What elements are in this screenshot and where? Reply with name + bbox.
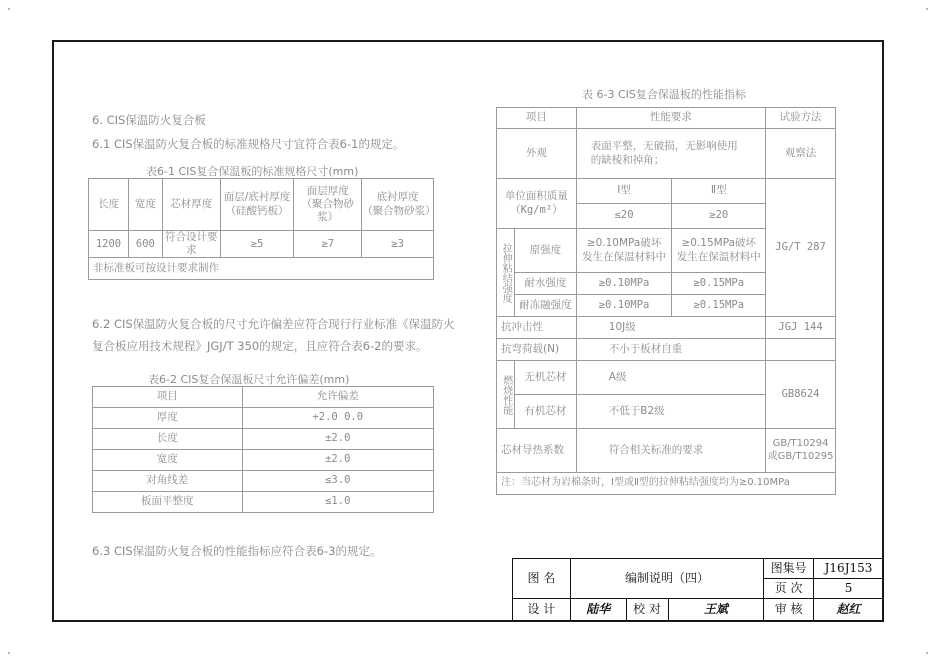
tensile-strength-label: 拉伸粘结强度: [497, 229, 515, 317]
inorganic-label: 无机芯材: [514, 361, 576, 395]
row-label: 宽度: [93, 450, 243, 471]
row-value: ±2.0: [242, 450, 433, 471]
orig-strength-type2: ≥0.15MPa破坏 发生在保温材料中: [672, 229, 766, 273]
drawing-name: 编制说明（四）: [570, 559, 763, 599]
row-value: +2.0 0.0: [242, 408, 433, 429]
table-6-3-caption: 表 6-3 CIS复合保温板的性能指标: [582, 88, 746, 101]
impact-label: 抗冲击性: [497, 317, 577, 339]
freeze-strength-type2: ≥0.15MPa: [672, 295, 766, 317]
header-face-thickness: 面层/底衬厚度 （硅酸钙板）: [220, 179, 294, 231]
header-test-method: 试验方法: [766, 108, 836, 129]
type-1-label: Ⅰ型: [576, 179, 672, 204]
table-6-1: [88, 178, 434, 280]
cell-base: ≥3: [362, 231, 434, 258]
table-6-3-note: 注：当芯材为岩棉条时，Ⅰ型或Ⅱ型的拉伸粘结强度均为≥0.10MPa: [497, 473, 836, 495]
water-strength-label: 耐水强度: [514, 273, 576, 295]
cell-length: 1200: [89, 231, 129, 258]
organic-label: 有机芯材: [514, 395, 576, 429]
type-2-mass: ≥20: [672, 204, 766, 229]
cell-face: ≥5: [220, 231, 294, 258]
page-label: 页 次: [764, 579, 814, 599]
header-item: 项目: [93, 387, 243, 408]
paragraph-6-1: 6.1 CIS保温防火复合板的标准规格尺寸宜符合表6-1的规定。: [92, 137, 405, 151]
row-label: 厚度: [93, 408, 243, 429]
header-length: 长度: [89, 179, 129, 231]
reviewer-signature: 赵红: [814, 599, 884, 621]
jg-standard: JG/T 287: [766, 179, 836, 317]
impact-method: JGJ 144: [766, 317, 836, 339]
thermal-label: 芯材导热系数: [497, 429, 577, 473]
appearance-label: 外观: [497, 129, 577, 179]
gb-standard: GB8624: [766, 361, 836, 429]
checker-label: 校 对: [626, 599, 668, 621]
header-core-thickness: 芯材厚度: [162, 179, 220, 231]
water-strength-type2: ≥0.15MPa: [672, 273, 766, 295]
thermal-requirement: 符合相关标准的要求: [576, 429, 765, 473]
header-item: 项目: [497, 108, 577, 129]
designer-signature: 陆华: [570, 599, 626, 621]
row-label: 对角线差: [93, 471, 243, 492]
header-tolerance: 允许偏差: [242, 387, 433, 408]
header-base-thickness: 底衬厚度 （聚合物砂浆）: [362, 179, 434, 231]
table-6-2-caption: 表6-2 CIS复合保温板尺寸允许偏差(mm): [148, 373, 350, 386]
row-label: 长度: [93, 429, 243, 450]
section-heading: 6. CIS保温防火复合板: [92, 113, 206, 127]
paragraph-6-2-line2: 复合板应用技术规程》JGJ/T 350的规定，且应符合表6-2的要求。: [92, 339, 428, 353]
row-value: ±2.0: [242, 429, 433, 450]
table-6-2: [92, 386, 434, 513]
organic-requirement: 不低于B2级: [576, 395, 765, 429]
orig-strength-type1: ≥0.10MPa破坏 发生在保温材料中: [576, 229, 672, 273]
header-surface-thickness: 面层厚度 （聚合物砂浆）: [294, 179, 362, 231]
load-requirement: 不小于板材自重: [576, 339, 765, 361]
drawing-name-label: 图 名: [513, 559, 571, 599]
inorganic-requirement: A级: [576, 361, 765, 395]
appearance-method: 观察法: [766, 129, 836, 179]
table-6-1-caption: 表6-1 CIS复合保温板的标准规格尺寸(mm): [146, 165, 359, 178]
orig-strength-label: 原强度: [514, 229, 576, 273]
burning-label: 燃烧性能: [497, 361, 515, 429]
cell-surface: ≥7: [294, 231, 362, 258]
designer-label: 设 计: [513, 599, 571, 621]
page-number: 5: [814, 579, 884, 599]
thermal-method: GB/T10294 或GB/T10295: [766, 429, 836, 473]
atlas-number: J16J153: [814, 559, 884, 579]
paragraph-6-3: 6.3 CIS保温防火复合板的性能指标应符合表6-3的规定。: [92, 544, 382, 558]
impact-requirement: 10J级: [576, 317, 765, 339]
freeze-strength-type1: ≥0.10MPa: [576, 295, 672, 317]
type-1-mass: ≤20: [576, 204, 672, 229]
appearance-requirement: 表面平整，无破损，无影响使用 的缺棱和掉角；: [576, 129, 765, 179]
load-label: 抗弯荷载(N): [497, 339, 577, 361]
table-6-3: [496, 107, 836, 495]
water-strength-type1: ≥0.10MPa: [576, 273, 672, 295]
row-value: ≤3.0: [242, 471, 433, 492]
type-2-label: Ⅱ型: [672, 179, 766, 204]
checker-signature: 王斌: [668, 599, 764, 621]
title-block: [512, 558, 884, 621]
header-requirement: 性能要求: [576, 108, 765, 129]
row-label: 板面平整度: [93, 492, 243, 513]
atlas-number-label: 图集号: [764, 559, 814, 579]
table-note: 非标准板可按设计要求制作: [89, 258, 434, 280]
freeze-strength-label: 耐冻融强度: [514, 295, 576, 317]
load-method: [766, 339, 836, 361]
unit-mass-label: 单位面积质量 （Kg/m²）: [497, 179, 577, 229]
header-width: 宽度: [128, 179, 162, 231]
reviewer-label: 审 核: [764, 599, 814, 621]
cell-core: 符合设计要求: [162, 231, 220, 258]
paragraph-6-2-line1: 6.2 CIS保温防火复合板的尺寸允许偏差应符合现行行业标准《保温防火: [92, 317, 455, 331]
row-value: ≤1.0: [242, 492, 433, 513]
cell-width: 600: [128, 231, 162, 258]
